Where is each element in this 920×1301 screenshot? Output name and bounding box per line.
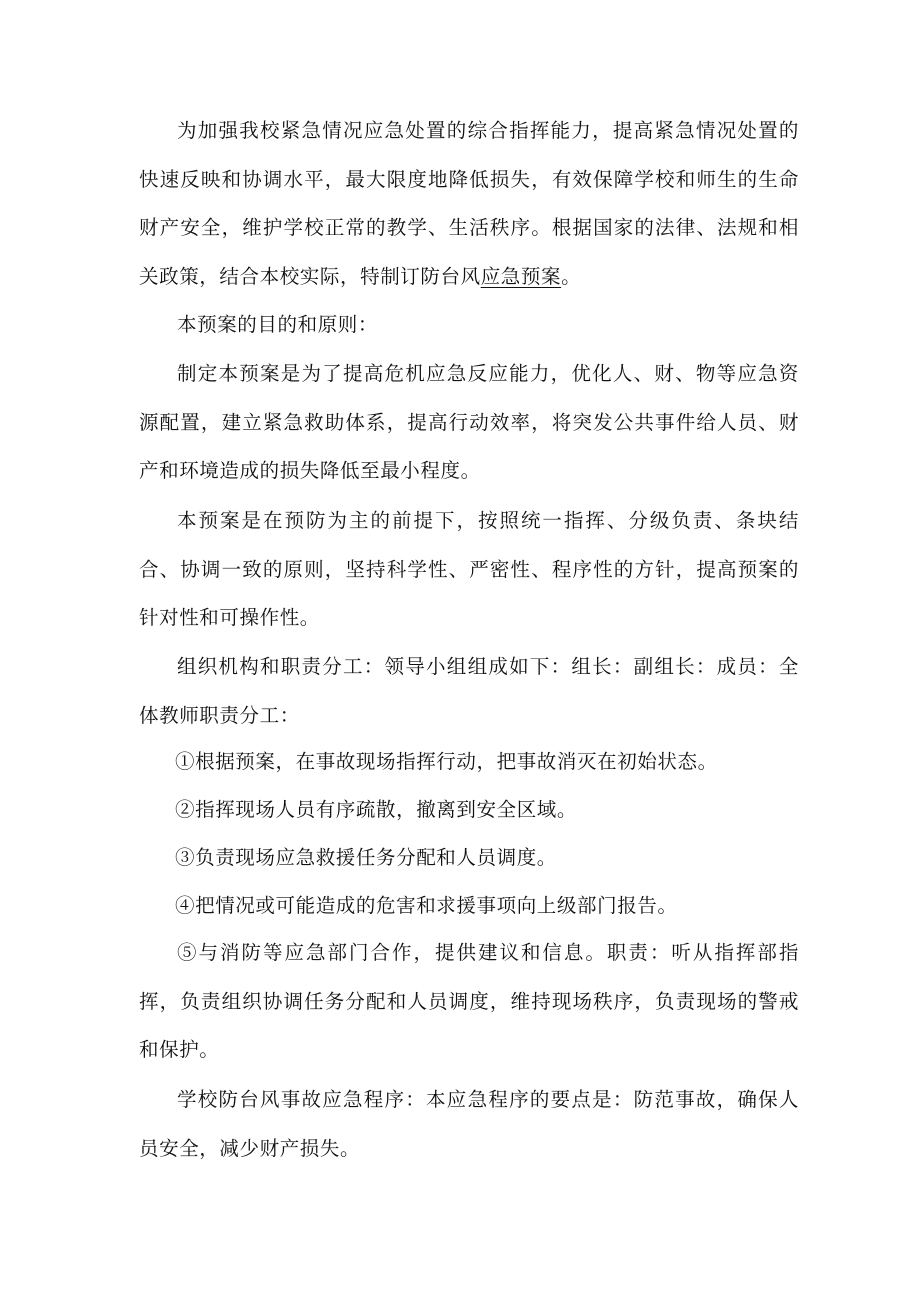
purpose-heading: 本预案的目的和原则： (177, 313, 379, 336)
duty-item-3: ③负责现场应急救援任务分配和人员调度。 (175, 846, 557, 869)
purpose-paragraph: 制定本预案是为了提高危机应急反应能力，优化人、财、物等应急资源配置，建立紧急救助体系，提高行动效率，将突发公共事件给人员、财产和环境造成的损失降低至最小程度。 (139, 362, 799, 482)
emergency-plan-link[interactable]: 应急预案 (480, 264, 562, 288)
intro-paragraph (139, 107, 799, 301)
procedure-paragraph: 学校防台风事故应急程序：本应急程序的要点是：防范事故，确保人员安全，减少财产损失。 (139, 1088, 799, 1160)
duty-item-5: ⑤与消防等应急部门合作，提供建议和信息。职责：听从指挥部指挥，负责组织协调任务分配和人员调度，维持现场秩序，负责现场的警戒和保护。 (139, 941, 799, 1061)
duty-item-1: ①根据预案，在事故现场指挥行动，把事故消灭在初始状态。 (175, 750, 718, 773)
organization-paragraph: 组织机构和职责分工：领导小组组成如下：组长：副组长：成员：全体教师职责分工： (139, 655, 799, 727)
intro-text: 为加强我校紧急情况应急处置的综合指挥能力，提高紧急情况处置的快速反映和协调水平，最大限度地降低损失，有效保障学校和师生的生命财产安全，维护学校正常的教学、生活秩序。根据国家的法律、法规和相关政策，结合本校实际，特制订防台风 (139, 119, 799, 288)
duty-item-2: ②指挥现场人员有序疏散，撤离到安全区域。 (175, 798, 578, 821)
principle-paragraph: 本预案是在预防为主的前提下，按照统一指挥、分级负责、条块结合、协调一致的原则，坚持科学性、严密性、程序性的方针，提高预案的针对性和可操作性。 (139, 509, 799, 629)
duty-item-4: ④把情况或可能造成的危害和求援事项向上级部门报告。 (175, 894, 678, 917)
intro-end-punct: 。 (561, 264, 582, 288)
